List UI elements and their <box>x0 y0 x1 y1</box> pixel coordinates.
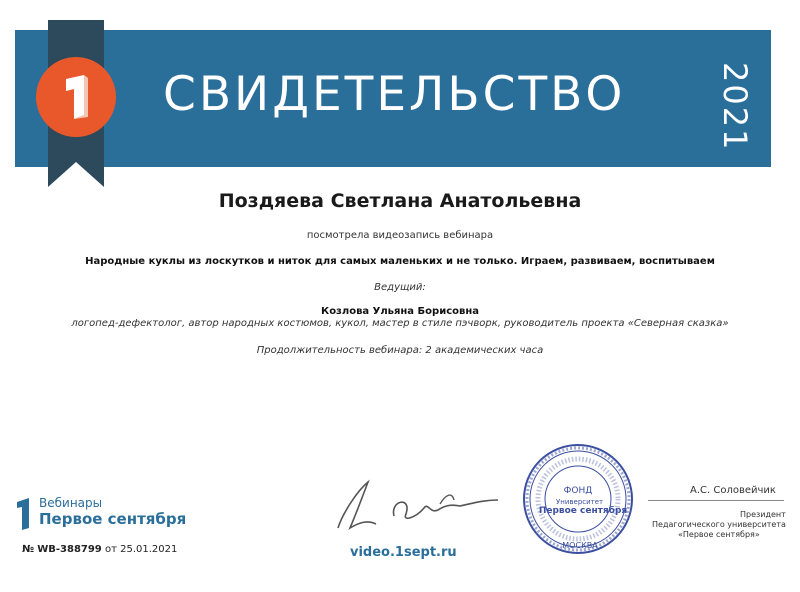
handwritten-signature <box>320 470 520 540</box>
webinars-brand-logo <box>15 496 185 530</box>
host-label: Ведущий: <box>374 282 426 293</box>
seal-name-text: Первое сентября <box>538 506 628 516</box>
seal-city-text: МОСКВА <box>562 541 598 550</box>
signature-line <box>648 500 784 501</box>
webinar-title: Народные куклы из лоскутков и ниток для самых маленьких и не только. Играем, развиваем, воспитываем <box>85 256 715 267</box>
seal-fond-text: ФОНД <box>563 486 593 496</box>
cert-date: 25.01.2021 <box>120 544 178 555</box>
ribbon-notch <box>48 162 104 187</box>
certificate-title: СВИДЕТЕЛЬСТВО <box>163 67 626 122</box>
signer-position-3: «Первое сентября» <box>678 530 760 539</box>
website-link[interactable]: video.1sept.ru <box>350 545 457 560</box>
recipient-name: Поздяева Светлана Анатольевна <box>218 190 582 212</box>
host-name: Козлова Ульяна Борисовна <box>321 306 479 317</box>
signer-name: А.С. Соловейчик <box>690 485 776 496</box>
signer-position-2: Педагогического университета <box>652 520 786 529</box>
certificate-number-line <box>22 544 177 555</box>
action-text: посмотрела видеозапись вебинара <box>306 230 494 241</box>
seal-university-text: Университет <box>556 498 604 506</box>
webinar-duration: Продолжительность вебинара: 2 академических часа <box>256 345 544 356</box>
number-one-logo-icon <box>36 57 116 137</box>
certificate-year: 2021 <box>716 62 754 152</box>
cert-date-prefix: от <box>104 544 117 555</box>
brand-one-icon <box>15 496 35 530</box>
host-description: логопед-дефектолог, автор народных костюмов, кукол, мастер в стиле пэчворк, руководитель проекта «Северная сказка» <box>71 318 729 329</box>
brand-top-text: Вебинары <box>39 496 103 510</box>
cert-prefix: № <box>22 544 35 555</box>
cert-number: WB-388799 <box>37 544 102 555</box>
signer-position-1: Президент <box>740 510 786 519</box>
brand-bottom-text: Первое сентября <box>39 510 187 528</box>
